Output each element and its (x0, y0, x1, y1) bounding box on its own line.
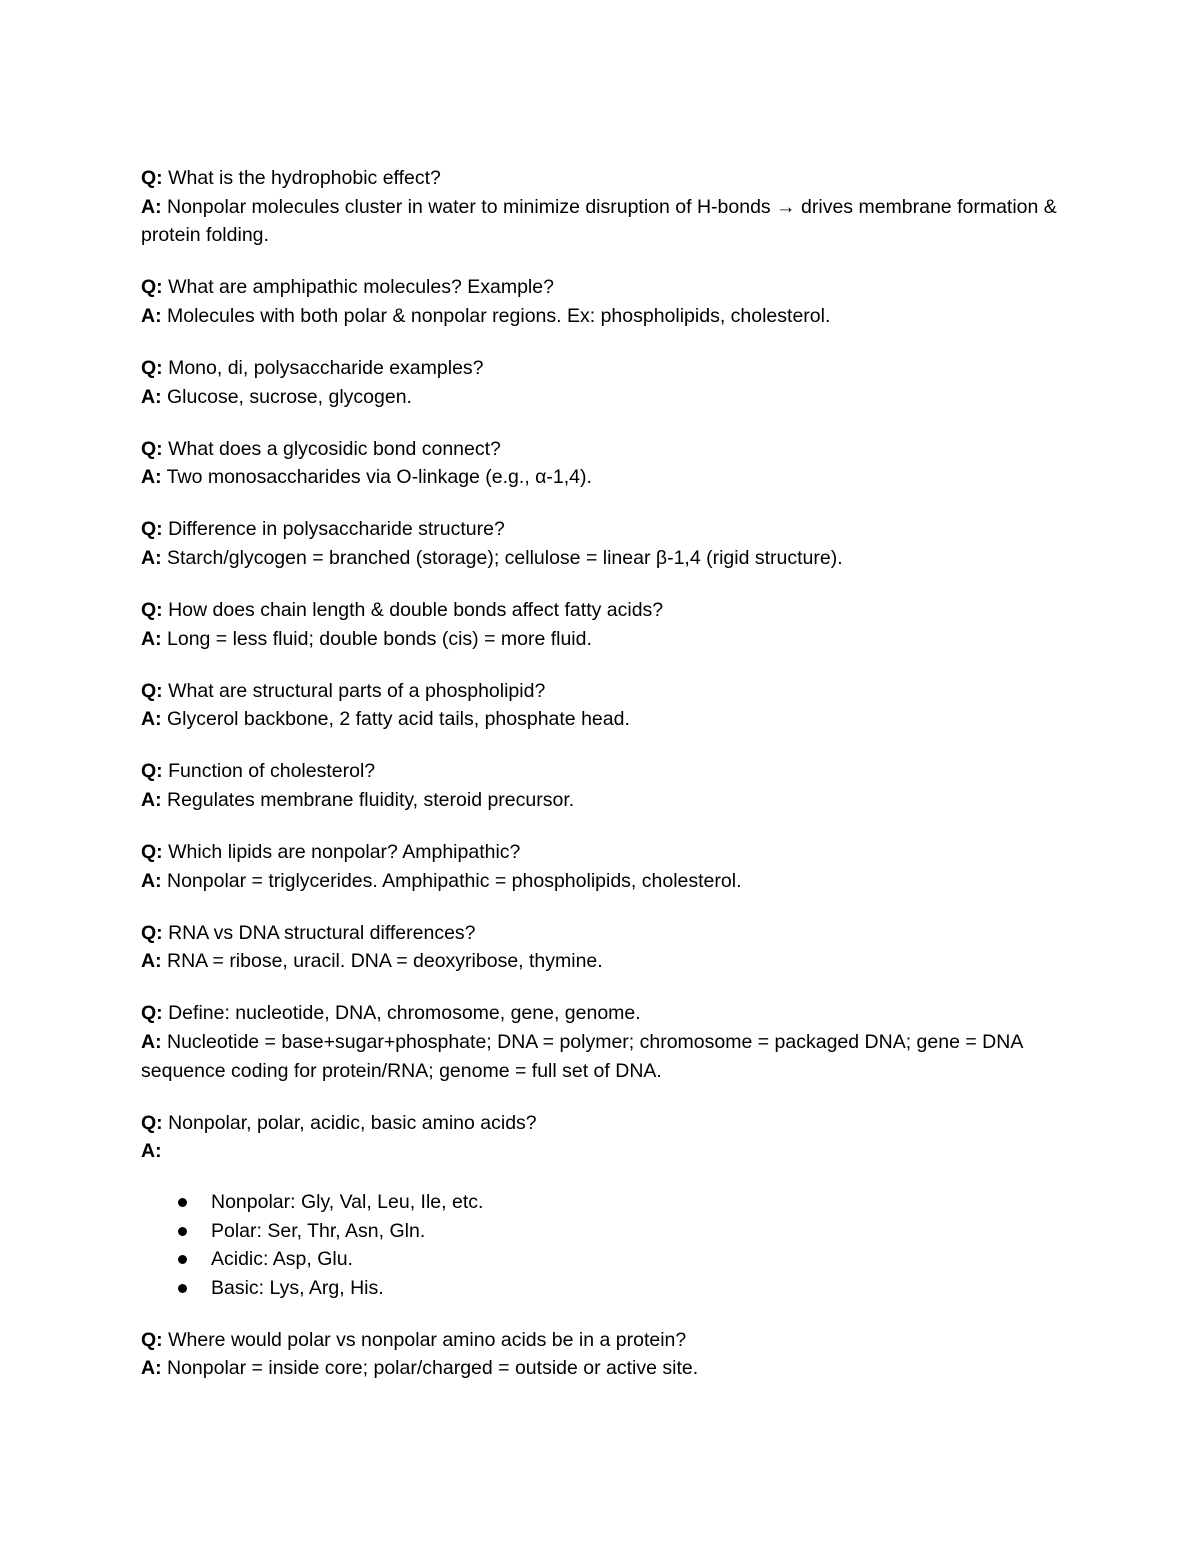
question-text: Which lipids are nonpolar? Amphipathic? (168, 841, 521, 864)
answer (141, 786, 1061, 815)
question-label: Q: (141, 518, 163, 541)
question-text: RNA vs DNA structural differences? (168, 921, 476, 944)
answer-label: A: (141, 708, 162, 731)
answer (141, 1354, 1061, 1383)
question (141, 999, 1061, 1028)
qa-item-amino-acid-classes (141, 1109, 1061, 1303)
question-label: Q: (141, 841, 163, 864)
answer (141, 705, 1061, 734)
answer (141, 383, 1061, 412)
question-text: Difference in polysaccharide structure? (168, 518, 505, 541)
question-label: Q: (141, 760, 163, 783)
answer-text: Long = less fluid; double bonds (cis) = more fluid. (167, 627, 592, 650)
answer (141, 1028, 1061, 1085)
answer-label: A: (141, 304, 162, 327)
answer-label: A: (141, 1357, 162, 1380)
answer-label: A: (141, 1140, 162, 1163)
answer-text: RNA = ribose, uracil. DNA = deoxyribose, thymine. (167, 950, 603, 973)
answer-label: A: (141, 195, 162, 218)
answer-text: Glucose, sucrose, glycogen. (167, 385, 412, 408)
question (141, 757, 1061, 786)
amino-acid-bullet-list (141, 1188, 1061, 1302)
question (141, 677, 1061, 706)
answer-label: A: (141, 546, 162, 569)
question-text: Define: nucleotide, DNA, chromosome, gene, genome. (168, 1002, 641, 1025)
answer-label: A: (141, 1031, 162, 1054)
question-text: Mono, di, polysaccharide examples? (168, 356, 484, 379)
bullet-icon (178, 1255, 187, 1264)
answer-text: Nucleotide = base+sugar+phosphate; DNA = polymer; chromosome = packaged DNA; gene = DNA sequence coding for protein/RNA; genome = full set of DNA. (141, 1031, 1023, 1082)
question-label: Q: (141, 679, 163, 702)
answer-label: A: (141, 627, 162, 650)
bullet-icon (178, 1284, 187, 1293)
answer (141, 463, 1061, 492)
question-text: Where would polar vs nonpolar amino acids be in a protein? (168, 1328, 687, 1351)
list-item (141, 1245, 1061, 1274)
answer-label: A: (141, 466, 162, 489)
answer-text: Two monosaccharides via O-linkage (e.g., α-1,4). (166, 466, 592, 489)
question (141, 354, 1061, 383)
answer-text: Nonpolar molecules cluster in water to minimize disruption of H-bonds → drives membrane formation & protein folding. (141, 195, 1057, 247)
qa-item-amino-acid-location (141, 1326, 1061, 1383)
list-item-text: Nonpolar: Gly, Val, Leu, Ile, etc. (211, 1190, 484, 1213)
answer (141, 302, 1061, 331)
answer-text: Molecules with both polar & nonpolar regions. Ex: phospholipids, cholesterol. (167, 304, 831, 327)
qa-item-phospholipid-parts (141, 677, 1061, 734)
answer (141, 947, 1061, 976)
question (141, 515, 1061, 544)
question-label: Q: (141, 1328, 163, 1351)
answer (141, 1137, 1061, 1166)
answer-label: A: (141, 385, 162, 408)
qa-item-amphipathic (141, 273, 1061, 330)
document-body (141, 164, 1061, 1407)
list-item (141, 1188, 1061, 1217)
question-label: Q: (141, 1111, 163, 1134)
question-label: Q: (141, 599, 163, 622)
question-text: What are structural parts of a phospholipid? (168, 679, 546, 702)
answer (141, 625, 1061, 654)
list-item (141, 1274, 1061, 1303)
qa-item-rna-vs-dna (141, 919, 1061, 976)
qa-item-hydrophobic-effect (141, 164, 1061, 250)
bullet-icon (178, 1227, 187, 1236)
question-text: Nonpolar, polar, acidic, basic amino acids? (168, 1111, 537, 1134)
question-text: How does chain length & double bonds affect fatty acids? (168, 599, 664, 622)
question-text: What does a glycosidic bond connect? (168, 437, 501, 460)
answer-text: Nonpolar = inside core; polar/charged = outside or active site. (167, 1357, 699, 1380)
qa-item-definitions (141, 999, 1061, 1085)
answer-label: A: (141, 789, 162, 811)
list-item-text: Polar: Ser, Thr, Asn, Gln. (211, 1219, 426, 1242)
question (141, 273, 1061, 302)
answer-label: A: (141, 950, 162, 973)
qa-item-glycosidic-bond (141, 435, 1061, 492)
question-label: Q: (141, 167, 163, 189)
qa-item-cholesterol (141, 757, 1061, 814)
list-item-text: Basic: Lys, Arg, His. (211, 1276, 384, 1299)
bullet-icon (178, 1198, 187, 1207)
question-label: Q: (141, 921, 163, 944)
question-label: Q: (141, 1002, 163, 1025)
answer (141, 544, 1061, 573)
answer-text: Nonpolar = triglycerides. Amphipathic = phospholipids, cholesterol. (167, 869, 742, 892)
answer-text: Glycerol backbone, 2 fatty acid tails, phosphate head. (167, 708, 630, 731)
question (141, 596, 1061, 625)
question (141, 164, 1061, 193)
question-text: What are amphipathic molecules? Example? (168, 276, 554, 299)
question-label: Q: (141, 276, 163, 299)
answer-label: A: (141, 869, 162, 892)
list-item (141, 1217, 1061, 1246)
answer (141, 193, 1061, 250)
question-text: What is the hydrophobic effect? (168, 167, 441, 189)
qa-item-saccharides (141, 354, 1061, 411)
question (141, 919, 1061, 948)
qa-item-fatty-acids (141, 596, 1061, 653)
question (141, 435, 1061, 464)
question-label: Q: (141, 437, 163, 460)
question (141, 838, 1061, 867)
question-label: Q: (141, 356, 163, 379)
question (141, 1326, 1061, 1355)
question (141, 1109, 1061, 1138)
list-item-text: Acidic: Asp, Glu. (211, 1248, 353, 1271)
answer-text: Starch/glycogen = branched (storage); cellulose = linear β-1,4 (rigid structure). (167, 546, 843, 569)
question-text: Function of cholesterol? (168, 760, 376, 783)
qa-item-lipid-polarity (141, 838, 1061, 895)
answer-text: Regulates membrane fluidity, steroid precursor. (167, 789, 575, 811)
qa-item-polysaccharide-structure (141, 515, 1061, 572)
answer (141, 867, 1061, 896)
